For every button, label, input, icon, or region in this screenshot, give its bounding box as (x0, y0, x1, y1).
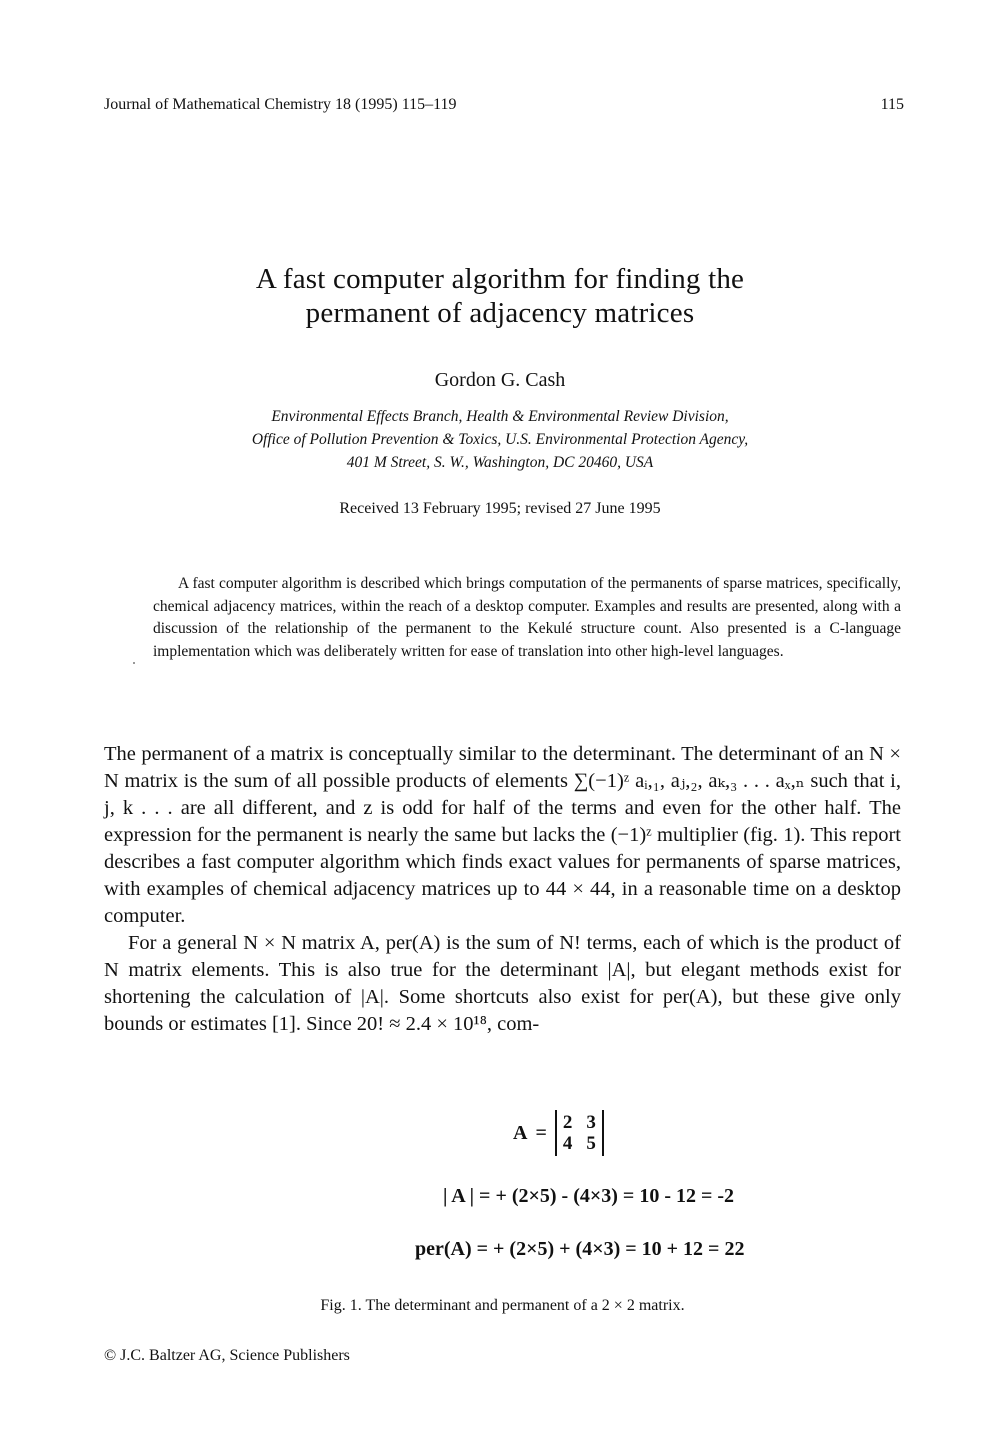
matrix-row (563, 1133, 596, 1154)
received-dates: Received 13 February 1995; revised 27 June 1995 (339, 500, 661, 517)
permanent-equation: per(A) = + (2×5) + (4×3) = 10 + 12 = 22 (415, 1238, 745, 1260)
affiliation-line-1: Environmental Effects Branch, Health & Environmental Review Division, (271, 408, 729, 425)
body-text (104, 741, 901, 1038)
figure-1 (104, 1105, 901, 1305)
affiliation-line-2: Office of Pollution Prevention & Toxics, U.S. Environmental Protection Agency, (251, 431, 749, 448)
scan-speck (133, 662, 135, 664)
title-line-1: A fast computer algorithm for finding the (255, 263, 745, 295)
matrix-cell: 2 (562, 1112, 573, 1133)
page-number: 115 (880, 96, 904, 113)
body-paragraph-2: For a general N × N matrix A, per(A) is the sum of N! terms, each of which is the product of N matrix elements. This is also true for the determinant |A|, but elegant methods exist for shortening the calculation of |A|. Some shortcuts also exist for per(A), but these give only bounds or estimates [1]. Since 20! ≈ 2.4 × 10¹⁸, com- (104, 932, 901, 1035)
matrix-cell: 3 (586, 1112, 596, 1133)
affiliation (100, 405, 900, 474)
matrix-label: A (513, 1121, 528, 1144)
running-head (104, 96, 904, 114)
determinant-equation: | A | = + (2×5) - (4×3) = 10 - 12 = -2 (443, 1185, 735, 1207)
journal-citation: Journal of Mathematical Chemistry 18 (1995) 115–119 (104, 96, 457, 113)
author-name: Gordon G. Cash (434, 369, 566, 391)
matrix-cell: 5 (586, 1133, 596, 1154)
abstract: A fast computer algorithm is described which brings computation of the permanents of sparse matrices, specifically, chemical adjacency matrices, within the reach of a desktop computer. Examples and results are presented, along with a discussion of the relationship of the permanent to the Kekulé structure count. Also presented is a C-language implementation which was deliberately written for ease of translation into other high-level languages. (153, 575, 901, 660)
title-line-2: permanent of adjacency matrices (305, 297, 695, 329)
body-paragraph-1: The permanent of a matrix is conceptually similar to the determinant. The determinant of an N × N matrix is the sum of all possible products of elements ∑(−1)ᶻ aᵢ,₁, aⱼ,₂, aₖ,₃ . . . aₓ,ₙ such that i, j, k . . . are all different, and z is odd for half of the terms and even for the other half. The expression for the permanent is nearly the same but lacks the (−1)ᶻ multiplier (fig. 1). This report describes a fast computer algorithm which finds exact values for permanents of sparse matrices, with examples of chemical adjacency matrices up to 44 × 44, in a reasonable time on a desktop computer. (104, 743, 901, 927)
matrix-definition (513, 1110, 604, 1156)
matrix-bracket (555, 1110, 604, 1156)
copyright-footer: © J.C. Baltzer AG, Science Publishers (104, 1347, 350, 1364)
figure-caption: Fig. 1. The determinant and permanent of a 2 × 2 matrix. (320, 1297, 685, 1314)
paper-title (100, 262, 900, 330)
matrix-cell: 4 (562, 1133, 573, 1154)
matrix-row (563, 1112, 596, 1133)
matrix-equals: = (535, 1121, 547, 1144)
affiliation-line-3: 401 M Street, S. W., Washington, DC 20460, USA (346, 454, 654, 471)
